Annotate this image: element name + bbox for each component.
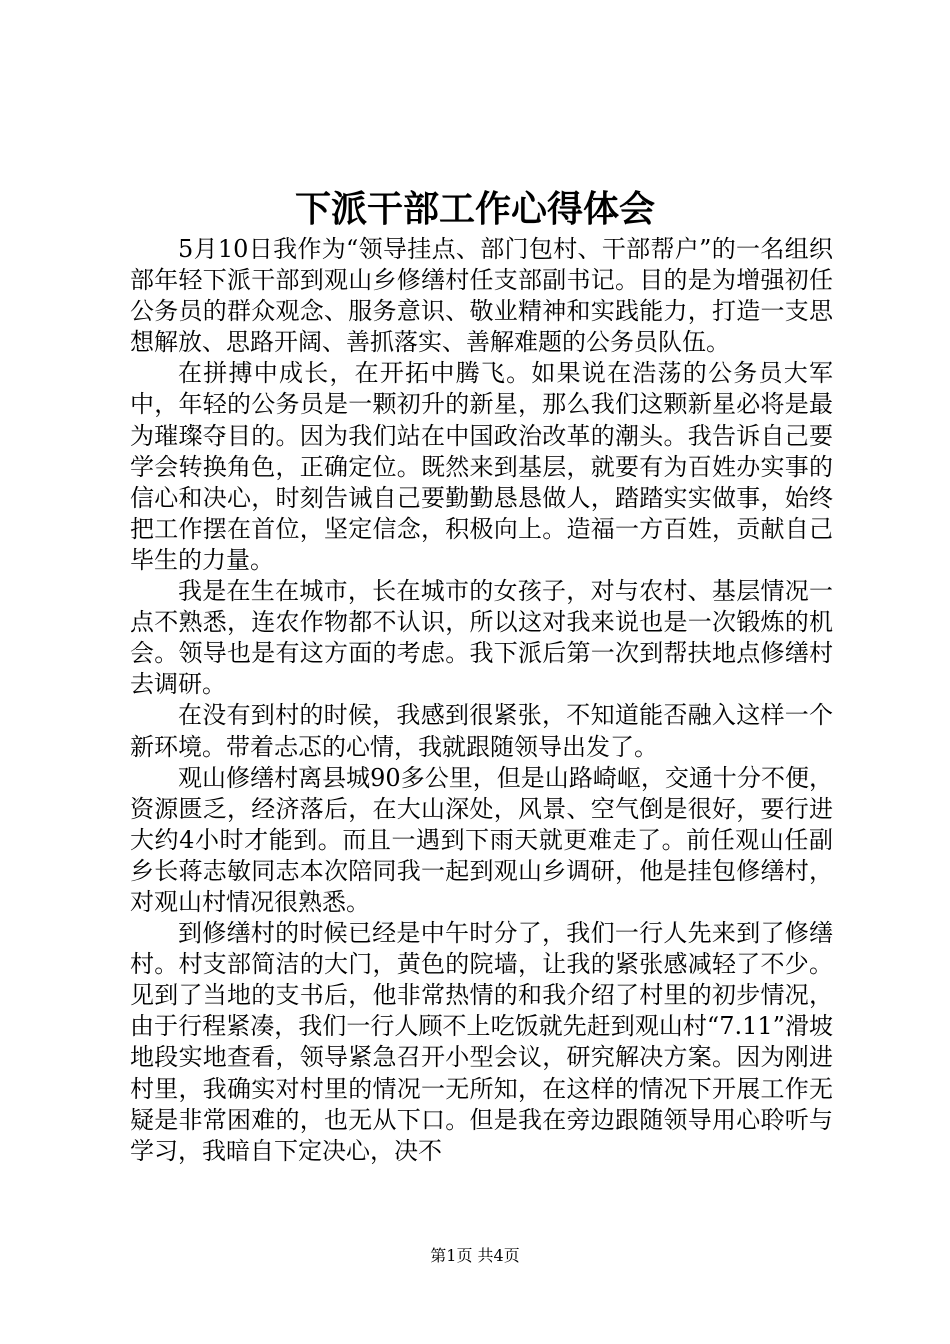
body-paragraph: 5月10日我作为“领导挂点、部门包村、干部帮户”的一名组织部年轻下派干部到观山乡修缮村任支部副书记。目的是为增强初任公务员的群众观念、服务意识、敬业精神和实践能力，打造一支思想解放、思路开阔、善抓落实、善解难题的公务员队伍。: [130, 235, 833, 357]
body-paragraph: 在拼搏中成长，在开拓中腾飞。如果说在浩荡的公务员大军中，年轻的公务员是一颗初升的新星，那么我们这颗新星必将是最为璀璨夺目的。因为我们站在中国政治改革的潮头。我告诉自己要学会转换角色，正确定位。既然来到基层，就要有为百姓办实事的信心和决心，时刻告诫自己要勤勤恳恳做人，踏踏实实做事，始终把工作摆在首位，坚定信念，积极向上。造福一方百姓，贡献自己毕生的力量。: [130, 359, 833, 574]
document-title: 下派干部工作心得体会: [294, 188, 655, 230]
body-paragraph: 我是在生在城市，长在城市的女孩子，对与农村、基层情况一点不熟悉，连农作物都不认识，所以这对我来说也是一次锻炼的机会。领导也是有这方面的考虑。我下派后第一次到帮扶地点修缮村去调研。: [130, 577, 833, 699]
document-body: [130, 234, 833, 1167]
body-paragraph: 观山修缮村离县城90多公里，但是山路崎岖，交通十分不便，资源匮乏，经济落后，在大山深处，风景、空气倒是很好，要行进大约4小时才能到。而且一遇到下雨天就更难走了。前任观山任副乡长蒋志敏同志本次陪同我一起到观山乡调研，他是挂包修缮村，对观山村情况很熟悉。: [130, 763, 833, 916]
body-paragraph: 在没有到村的时候，我感到很紧张，不知道能否融入这样一个新环境。带着忐忑的心情，我就跟随领导出发了。: [130, 701, 833, 761]
body-paragraph: 到修缮村的时候已经是中午时分了，我们一行人先来到了修缮村。村支部简洁的大门，黄色的院墙，让我的紧张感减轻了不少。见到了当地的支书后，他非常热情的和我介绍了村里的初步情况，由于行程紧凑，我们一行人顾不上吃饭就先赶到观山村“7.11”滑坡地段实地查看，领导紧急召开小型会议，研究解决方案。因为刚进村里，我确实对村里的情况一无所知，在这样的情况下开展工作无疑是非常困难的，也无从下口。但是我在旁边跟随领导用心聆听与学习，我暗自下定决心，决不: [130, 919, 833, 1165]
page-number-footer: 第1页 共4页: [430, 1246, 520, 1265]
